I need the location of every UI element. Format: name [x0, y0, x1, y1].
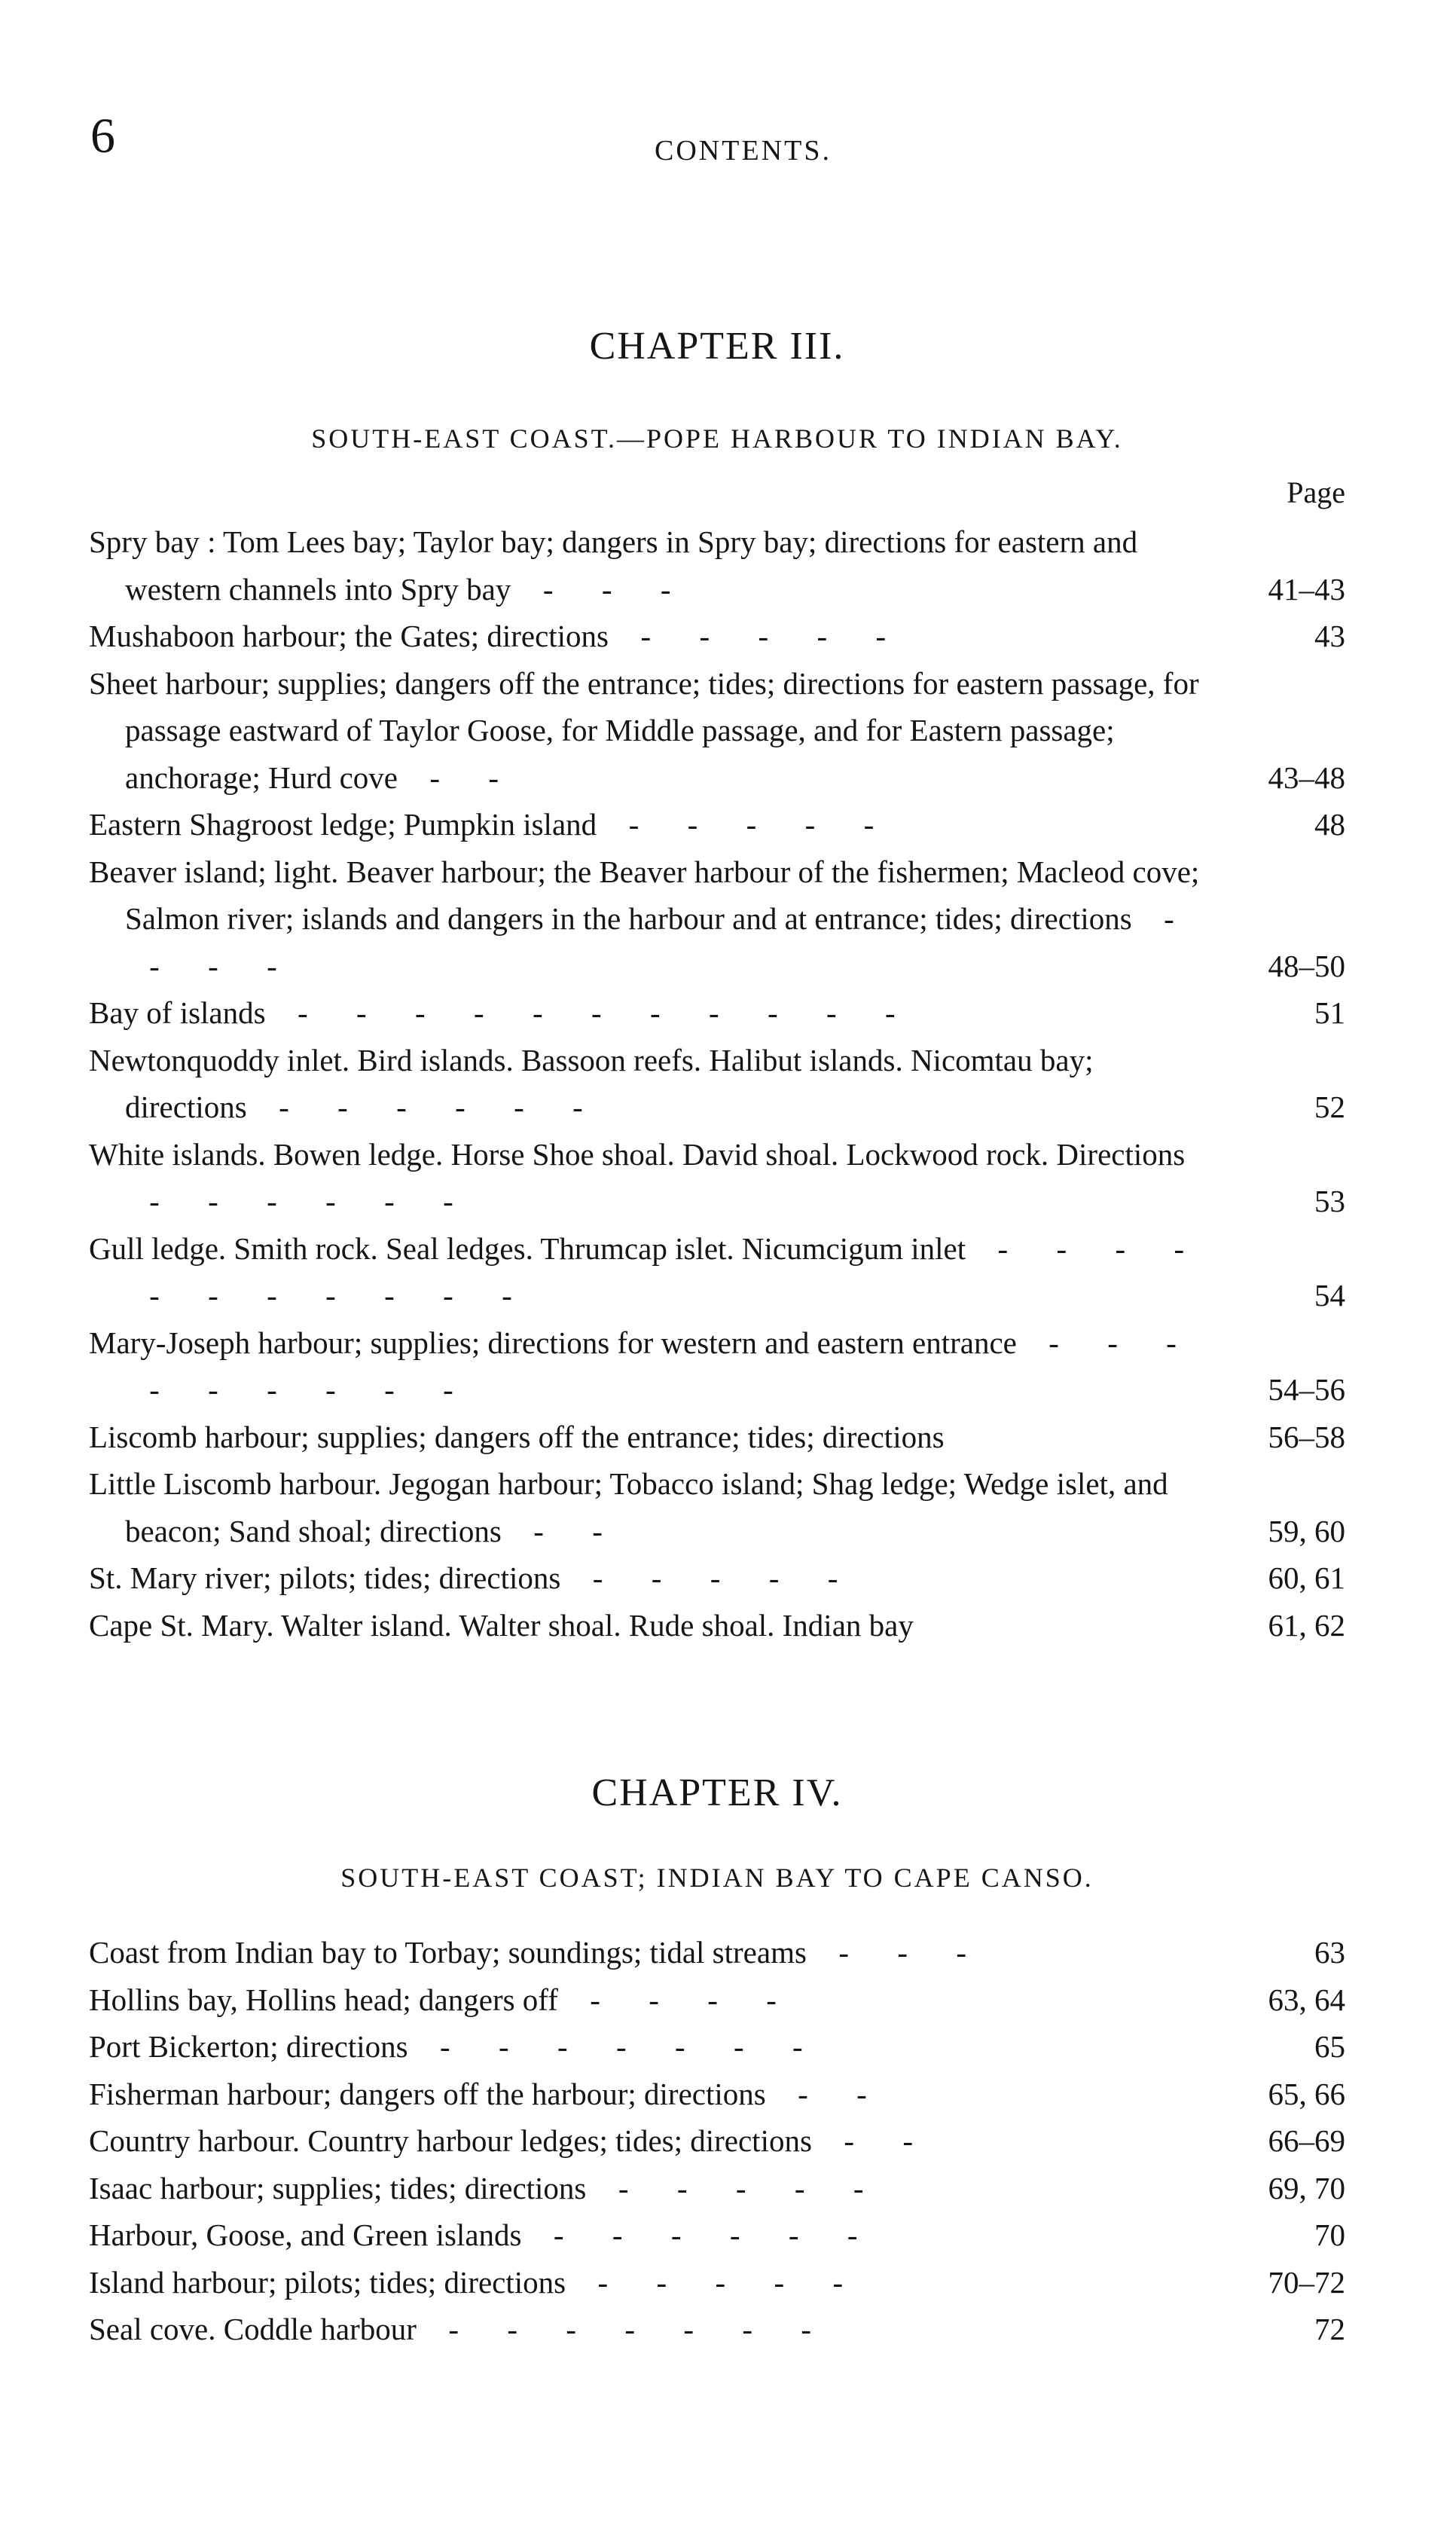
chapter-iv — [89, 1771, 1345, 2346]
entry-text: Island harbour; pilots; tides; directions — [89, 2264, 566, 2300]
entry-page: 56–58 — [1268, 1419, 1345, 1454]
contents-entry — [89, 2165, 1345, 2212]
entry-text: Sheet harbour; supplies; dangers off the entrance; tides; directions for eastern passage, for passage eastward of Taylor Goose, for Middle passage, and for Eastern passage; anchorage; Hurd cove — [89, 665, 1199, 795]
contents-entry — [89, 2117, 1345, 2165]
entry-page: 48–50 — [1268, 948, 1345, 983]
dot-leaders: - - — [533, 1513, 603, 1548]
chapter-title: CHAPTER IV. — [591, 1771, 843, 1814]
contents-entry — [89, 2023, 1345, 2071]
entry-text: Port Bickerton; directions — [89, 2029, 408, 2064]
contents-entry — [89, 1225, 1345, 1319]
entry-page: 70 — [1314, 2218, 1345, 2252]
entry-text: Hollins bay, Hollins head; dangers off — [89, 1982, 558, 2017]
dot-leaders: - - - — [838, 1935, 966, 1970]
contents-entry — [89, 801, 1345, 848]
chapter-subtitle: SOUTH-EAST COAST; INDIAN BAY TO CAPE CANSO. — [340, 1863, 1094, 1893]
entry-text: Mushaboon harbour; the Gates; directions — [89, 619, 609, 653]
dot-leaders: - - - - - — [640, 619, 887, 653]
entry-text: Little Liscomb harbour. Jegogan harbour; Tobacco island; Shag ledge; Wedge islet, and beacon; Sand shoal; directions — [89, 1466, 1168, 1548]
contents-entry — [89, 2259, 1345, 2306]
entry-page: 69, 70 — [1268, 2170, 1345, 2205]
dot-leaders: - - — [844, 2123, 913, 2158]
entry-text: Mary-Joseph harbour; supplies; directions for western and eastern entrance — [89, 1325, 1017, 1360]
entry-text: Beaver island; light. Beaver harbour; the Beaver harbour of the fishermen; Macleod cove; Salmon river; islands and dangers in the harbour and at entrance; tides; directions — [89, 854, 1200, 936]
entry-text: Bay of islands — [89, 995, 266, 1030]
contents-entry — [89, 2211, 1345, 2259]
entry-page: 54–56 — [1268, 1372, 1345, 1407]
entry-page: 66–69 — [1268, 2123, 1345, 2158]
dot-leaders: - - - - - - - — [440, 2029, 803, 2064]
contents-list — [89, 1929, 1345, 2353]
dot-leaders: - - - - - - - - - - - — [298, 995, 896, 1030]
dot-leaders: - - - -- - - - - - - — [149, 1230, 1185, 1313]
contents-entry — [89, 989, 1345, 1037]
contents-entry — [89, 1929, 1345, 1976]
dot-leaders: -- - - — [149, 901, 1174, 983]
entry-page: 48 — [1314, 807, 1345, 842]
contents-list — [89, 518, 1345, 1649]
entry-page: 72 — [1314, 2312, 1345, 2346]
entry-text: Seal cove. Coddle harbour — [89, 2312, 417, 2346]
contents-entry — [89, 1037, 1345, 1131]
contents-entry — [89, 1554, 1345, 1602]
chapter-title: CHAPTER III. — [589, 325, 845, 368]
entry-text: Coast from Indian bay to Torbay; soundings; tidal streams — [89, 1935, 807, 1970]
contents-entry — [89, 1414, 1345, 1461]
entry-page: 41–43 — [1268, 571, 1345, 607]
entry-page: 51 — [1314, 995, 1345, 1030]
entry-page: 59, 60 — [1268, 1513, 1345, 1548]
entry-page: 65 — [1314, 2029, 1345, 2064]
entry-text: Eastern Shagroost ledge; Pumpkin island — [89, 807, 597, 842]
contents-entry — [89, 1131, 1345, 1225]
entry-text: Cape St. Mary. Walter island. Walter shoal. Rude shoal. Indian bay — [89, 1607, 914, 1643]
contents-entry — [89, 1460, 1345, 1554]
dot-leaders: - - - - - — [618, 2170, 864, 2205]
entry-page: 52 — [1314, 1090, 1345, 1124]
running-title: CONTENTS. — [655, 135, 832, 167]
dot-leaders: - - -- - - - - - — [149, 1325, 1177, 1407]
entry-page: 53 — [1314, 1184, 1345, 1218]
contents-entry — [89, 2306, 1345, 2353]
entry-page: 70–72 — [1268, 2264, 1345, 2300]
contents-entry — [89, 613, 1345, 660]
entry-text: Harbour, Goose, and Green islands — [89, 2218, 522, 2252]
dot-leaders: - - - - — [590, 1982, 777, 2017]
entry-page: 61, 62 — [1268, 1607, 1345, 1643]
entry-text: St. Mary river; pilots; tides; directions — [89, 1560, 561, 1595]
entry-page: 65, 66 — [1268, 2076, 1345, 2111]
entry-page: 54 — [1314, 1278, 1345, 1313]
entry-page: 63, 64 — [1268, 1982, 1345, 2017]
chapter-iii — [89, 324, 1345, 1643]
contents-entry — [89, 1976, 1345, 2024]
dot-leaders: - - - — [542, 571, 671, 607]
contents-entry — [89, 518, 1345, 613]
entry-text: White islands. Bowen ledge. Horse Shoe shoal. David shoal. Lockwood rock. Directions — [89, 1136, 1186, 1172]
dot-leaders: - - - - - - — [553, 2218, 858, 2252]
dot-leaders: - - - - - — [597, 2264, 844, 2300]
entry-text: Country harbour. Country harbour ledges; tides; directions — [89, 2123, 812, 2158]
entry-text: Gull ledge. Smith rock. Seal ledges. Thrumcap islet. Nicumcigum inlet — [89, 1230, 966, 1266]
contents-entry — [89, 848, 1345, 990]
entry-page: 43 — [1314, 619, 1345, 653]
entry-text: Spry bay : Tom Lees bay; Taylor bay; dangers in Spry bay; directions for eastern and western channels into Spry bay — [89, 524, 1138, 607]
entry-text: Newtonquoddy inlet. Bird islands. Bassoon reefs. Halibut islands. Nicomtau bay; directions — [89, 1042, 1094, 1124]
contents-entry — [89, 1319, 1345, 1414]
entry-text: Fisherman harbour; dangers off the harbour; directions — [89, 2076, 766, 2111]
entry-page: 63 — [1314, 1935, 1345, 1970]
dot-leaders: - - - - - — [628, 807, 875, 842]
contents-entry — [89, 1602, 1345, 1649]
dot-leaders: - - - - - — [592, 1560, 838, 1595]
chapter-subtitle: SOUTH-EAST COAST.—POPE HARBOUR TO INDIAN BAY. — [311, 423, 1123, 454]
page-number: 6 — [90, 109, 115, 164]
entry-page: 60, 61 — [1268, 1560, 1345, 1595]
dot-leaders: - - - - - - — [279, 1090, 583, 1124]
dot-leaders: - - — [798, 2076, 867, 2111]
entry-page: 43–48 — [1268, 760, 1345, 795]
contents-entry — [89, 660, 1345, 802]
page-column-label: Page — [1287, 475, 1345, 509]
entry-text: Liscomb harbour; supplies; dangers off the entrance; tides; directions — [89, 1419, 945, 1454]
dot-leaders: - - - - - - — [149, 1184, 453, 1218]
dot-leaders: - - - - - - - — [448, 2312, 812, 2346]
contents-entry — [89, 2071, 1345, 2118]
entry-text: Isaac harbour; supplies; tides; directions — [89, 2170, 587, 2205]
dot-leaders: - - — [429, 760, 499, 795]
